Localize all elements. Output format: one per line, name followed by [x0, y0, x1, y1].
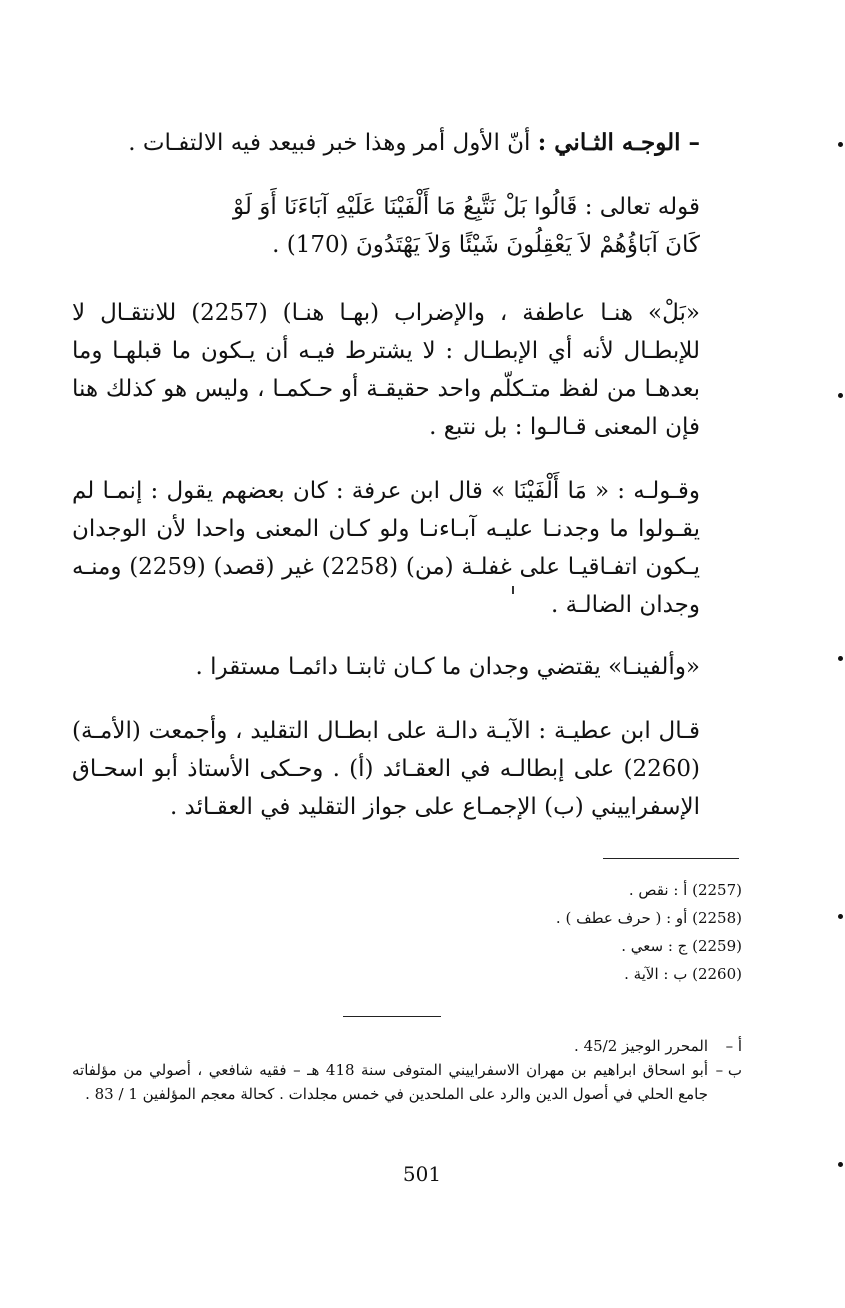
scan-speck — [838, 393, 843, 398]
paragraph-bal — [72, 294, 700, 446]
paragraph-text: قـال ابن عطيـة : الآيـة دالـة على ابطـال التقليد ، وأجمعت (الأمـة) (2260) على إبطالـه في العقـائد (أ) . وحـكى الأستاذ أبو اسحـاق الإسفراييني (ب) الإجمـاع على جواز التقليد في العقـائد . — [72, 718, 700, 820]
scan-speck — [838, 914, 843, 919]
scan-speck — [838, 656, 843, 661]
footnote-item — [72, 1034, 742, 1058]
reference-line: (2260) ب : الآية . — [624, 965, 742, 983]
paragraph-wa-alfayna — [72, 648, 700, 686]
scan-mark — [512, 586, 514, 594]
reference-line: (2259) ج : سعي . — [621, 937, 742, 955]
footnotes — [72, 1034, 742, 1106]
paragraph-second-aspect — [72, 124, 700, 162]
footnote-marker: ب – — [715, 1061, 742, 1079]
footnotes-divider — [343, 1016, 441, 1017]
footnote-marker: أ – — [725, 1037, 742, 1055]
scan-speck — [838, 1162, 843, 1167]
reference-line: (2258) أو : ( حرف عطف ) . — [555, 909, 742, 927]
paragraph-text: «بَلْ» هنـا عاطفة ، والإضراب (بهـا هنـا) (2257) للانتقـال لا للإبطـال لأنه أي الإبطـال : لا يشترط فيـه أن يـكون ما قبلهـا وما بعدهـا من لفظ متـكلّم واحد حقيقـة أو حـكمـا ، وليس هو كذلك هنا فإن المعنى قـالـوا : بل نتبع . — [72, 300, 700, 440]
footnote-text: المحرر الوجيز 45/2 . — [574, 1037, 708, 1055]
paragraph-text: «وألفينـا» يقتضي وجدان ما كـان ثابتـا دائمـا مستقرا . — [195, 654, 700, 680]
scan-speck — [838, 142, 843, 147]
paragraph-ibn-atiyya — [72, 712, 700, 826]
page-number: 501 — [402, 1162, 442, 1186]
reference-line: (2257) أ : نقص . — [628, 881, 742, 899]
references-divider — [603, 858, 739, 859]
paragraph-alfayna — [72, 472, 700, 624]
verse-line-2: كَانَ آبَاؤُهُمْ لاَ يَعْقِلُونَ شَيْئًا وَلاَ يَهْتَدُونَ (170) . — [272, 232, 700, 258]
footnote-text: أبو اسحاق ابراهيم بن مهران الاسفراييني المتوفى سنة 418 هـ – فقيه شافعي ، أصولي من مؤلفاته جامع الحلي في أصول الدين والرد على الملحدين في خمس مجلدات . كحالة معجم المؤلفين 1 / 83 . — [72, 1061, 708, 1103]
paragraph-lead: – الوجـه الثـاني : — [537, 129, 700, 156]
paragraph-text: وقـولـه : « مَا أَلْفَيْنَا » قال ابن عرفة : كان بعضهم يقول : إنمـا لم يقـولوا ما وجدنـا عليـه آبـاءنـا ولو كـان المعنى واحدا لأن الوجدان يـكون اتفـاقيـا على غفلـة (من) (2258) غير (قصد) (2259) ومنـه وجدان الضالـة . — [72, 478, 700, 618]
quran-verse — [72, 188, 700, 264]
verse-line-1: قوله تعالى : قَالُوا بَلْ نَتَّبِعُ مَا أَلْفَيْنَا عَلَيْهِ آبَاءَنَا أَوَ لَوْ — [233, 194, 700, 220]
variant-references — [420, 876, 742, 988]
footnote-item — [72, 1058, 742, 1106]
paragraph-text: أنّ الأول أمر وهذا خبر فبيعد فيه الالتفـات . — [128, 130, 538, 156]
